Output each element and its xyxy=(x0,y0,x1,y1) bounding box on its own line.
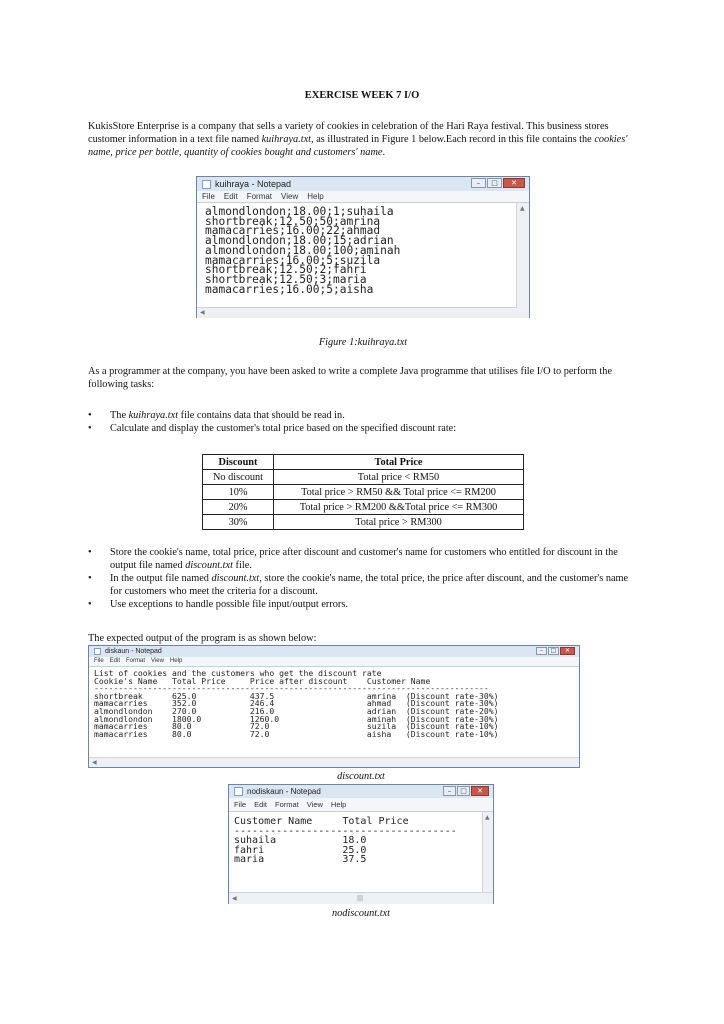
table-header-row xyxy=(203,455,524,470)
file-line: shortbreak 625.0 437.5 amrina (Discount rate-30%) xyxy=(94,690,499,701)
task-list-2 xyxy=(88,546,640,611)
file-content xyxy=(89,667,579,738)
menu-file[interactable]: File xyxy=(234,800,247,809)
table-row xyxy=(203,470,524,485)
maximize-button[interactable]: □ xyxy=(487,178,502,188)
table-row xyxy=(203,485,524,500)
menu-format[interactable]: Format xyxy=(126,658,146,664)
task-intro: As a programmer at the company, you have been asked to write a complete Java programme that utilises file I/O to perform the following tasks: xyxy=(88,366,613,390)
close-button[interactable]: ✕ xyxy=(560,647,575,655)
file-line: mamacarries;16.00;5;aisha xyxy=(205,282,374,296)
intro-fields: cookies' name, price per bottle, quantity of cookies bought and customers' name xyxy=(88,134,628,158)
text-area[interactable] xyxy=(197,202,529,318)
menu-bar xyxy=(197,191,529,202)
scroll-left-icon[interactable]: ◀ xyxy=(232,895,237,902)
task-calc-price: • Calculate and display the customer's total price based on the specified discount rate: xyxy=(88,422,640,435)
horizontal-scrollbar[interactable] xyxy=(197,307,517,318)
menu-view[interactable]: View xyxy=(151,658,164,664)
discount-table xyxy=(202,454,524,530)
file-line: shortbreak;12.50;3;maria xyxy=(205,272,367,286)
file-line: shortbreak;12.50;50;amrina xyxy=(205,214,381,228)
vertical-scrollbar[interactable] xyxy=(516,203,529,318)
task-filename: discount.txt, xyxy=(211,573,262,584)
window-title: kuihraya - Notepad xyxy=(215,179,292,189)
menu-edit[interactable]: Edit xyxy=(254,800,268,809)
menu-format[interactable]: Format xyxy=(275,800,299,809)
file-line: mamacarries;16.00;22;ahmad xyxy=(205,224,381,238)
file-line: mamacarries 80.0 72.0 aisha (Discount rate-10%) xyxy=(94,728,499,739)
file-line: ------------------------------------- xyxy=(234,825,457,837)
menu-view[interactable]: View xyxy=(281,192,299,201)
scroll-left-icon[interactable]: ◀ xyxy=(200,309,205,316)
menu-edit[interactable]: Edit xyxy=(109,658,121,664)
file-line: Customer Name Total Price xyxy=(234,816,409,827)
file-line: fahri 25.0 xyxy=(234,844,367,856)
discount-cell: No discount xyxy=(203,470,274,485)
menu-edit[interactable]: Edit xyxy=(223,192,238,201)
file-line: suhaila 18.0 xyxy=(234,835,367,846)
price-cell: Total price > RM200 &&Total price <= RM300 xyxy=(274,500,524,515)
maximize-button[interactable]: □ xyxy=(548,647,559,655)
discount-cell: 10% xyxy=(203,485,274,500)
kuihraya-notepad-window xyxy=(196,176,530,318)
menu-file[interactable]: File xyxy=(202,192,215,201)
file-line: Cookie's Name Total Price Price after discount Customer Name xyxy=(94,675,431,686)
minimize-button[interactable]: – xyxy=(471,178,486,188)
header-discount: Discount xyxy=(203,455,274,470)
task-text: store the cookie's name, the total price, the price after discount, and the customer's name for customers who meet the criteria for a discount. xyxy=(110,573,629,597)
file-line: mamacarries 80.0 72.0 suzila (Discount rate-10%) xyxy=(94,721,499,732)
window-title: diskaun - Notepad xyxy=(105,648,162,655)
page-title: EXERCISE WEEK 7 I/O xyxy=(304,90,420,101)
discount-cell: 20% xyxy=(203,500,274,515)
close-button[interactable]: ✕ xyxy=(471,786,489,796)
task-exceptions: • Use exceptions to handle possible file input/output errors. xyxy=(88,598,640,611)
scroll-thumb-icon[interactable]: ||| xyxy=(357,895,364,902)
expected-output-label: The expected output of the program is as shown below: xyxy=(88,633,317,644)
scroll-up-icon[interactable]: ▲ xyxy=(520,205,525,212)
text-area[interactable] xyxy=(89,666,579,767)
intro-filename: kuihraya.txt, xyxy=(261,134,314,145)
table-row xyxy=(203,515,524,530)
file-line: almondlondon;18.00;15;adrian xyxy=(205,234,394,248)
table-row xyxy=(203,500,524,515)
notepad-icon xyxy=(202,180,211,189)
intro-text-2: as illustrated in Figure 1 below.Each record in this file contains the xyxy=(313,134,595,145)
text-area[interactable] xyxy=(229,811,493,904)
task-store-discount xyxy=(88,546,640,572)
maximize-button[interactable]: □ xyxy=(457,786,470,796)
notepad-icon xyxy=(94,648,101,655)
task-list-1 xyxy=(88,409,640,435)
menu-bar xyxy=(229,798,493,811)
task-text: Store the cookie's name, total price, price after discount and customer's name for customers who entitled for discount in the output file named xyxy=(110,547,618,571)
menu-help[interactable]: Help xyxy=(330,800,347,809)
task-text: The xyxy=(110,410,129,421)
file-line: --------------------------------------------------------------------------------- xyxy=(94,683,489,694)
window-controls xyxy=(536,647,575,655)
menu-help[interactable]: Help xyxy=(169,658,183,664)
horizontal-scrollbar[interactable] xyxy=(89,757,579,767)
scroll-up-icon[interactable]: ▲ xyxy=(485,814,490,821)
file-line: List of cookies and the customers who get the discount rate xyxy=(94,668,382,678)
title-bar xyxy=(89,646,579,657)
task-read-file xyxy=(88,409,640,422)
task-text: file contains data that should be read in. xyxy=(178,410,345,421)
file-line: mamacarries;16.00;5;suzila xyxy=(205,253,381,267)
file-line: maria 37.5 xyxy=(234,854,367,865)
task-filename: kuihraya.txt xyxy=(128,410,179,421)
price-cell: Total price < RM50 xyxy=(274,470,524,485)
discount-cell: 30% xyxy=(203,515,274,530)
window-title: nodiskaun - Notepad xyxy=(247,787,321,796)
menu-help[interactable]: Help xyxy=(307,192,324,201)
close-button[interactable]: ✕ xyxy=(503,178,525,188)
task-text: file. xyxy=(232,560,252,571)
intro-text-1: KukisStore Enterprise is a company that sells a variety of cookies in celebration of the Hari Raya festival. This business stores customer information in a text file named xyxy=(88,121,609,145)
menu-file[interactable]: File xyxy=(94,658,104,664)
file-line: almondlondon;18.00;100;aminah xyxy=(205,243,401,257)
menu-view[interactable]: View xyxy=(306,800,323,809)
file-line: mamacarries 352.0 246.4 ahmad (Discount rate-30%) xyxy=(94,698,499,709)
file-line: almondlondon 270.0 216.0 adrian (Discount rate-20%) xyxy=(94,705,499,716)
minimize-button[interactable]: – xyxy=(443,786,456,796)
window-controls xyxy=(471,178,525,188)
price-cell: Total price > RM50 && Total price <= RM200 xyxy=(274,485,524,500)
file-line: almondlondon;18.00;1;suhaila xyxy=(205,205,394,218)
figure3-caption: nodiscount.txt xyxy=(331,908,391,919)
figure2-caption: discount.txt xyxy=(337,771,385,782)
nodiskaun-notepad-window xyxy=(228,784,494,904)
task-output-file xyxy=(88,572,640,598)
figure1-caption: Figure 1:kuihraya.txt xyxy=(318,337,408,348)
task-text: In the output file named xyxy=(110,573,212,584)
file-content xyxy=(229,812,493,865)
diskaun-notepad-window xyxy=(88,645,580,768)
intro-text-3: . xyxy=(382,147,386,158)
notepad-icon xyxy=(234,787,243,796)
vertical-scrollbar[interactable] xyxy=(482,812,493,893)
menu-format[interactable]: Format xyxy=(246,192,273,201)
task-filename: discount.txt xyxy=(185,560,233,571)
intro-paragraph xyxy=(88,120,640,159)
header-total-price: Total Price xyxy=(274,455,524,470)
file-content xyxy=(197,203,529,294)
scroll-left-icon[interactable]: ◀ xyxy=(92,759,97,766)
horizontal-scrollbar[interactable] xyxy=(229,892,493,904)
minimize-button[interactable]: – xyxy=(536,647,547,655)
file-line: shortbreak;12.50;2;fahri xyxy=(205,263,367,277)
price-cell: Total price > RM300 xyxy=(274,515,524,530)
window-controls xyxy=(443,786,489,796)
menu-bar xyxy=(89,657,579,666)
file-line: almondlondon 1800.0 1260.0 aminah (Discount rate-30%) xyxy=(94,713,499,724)
